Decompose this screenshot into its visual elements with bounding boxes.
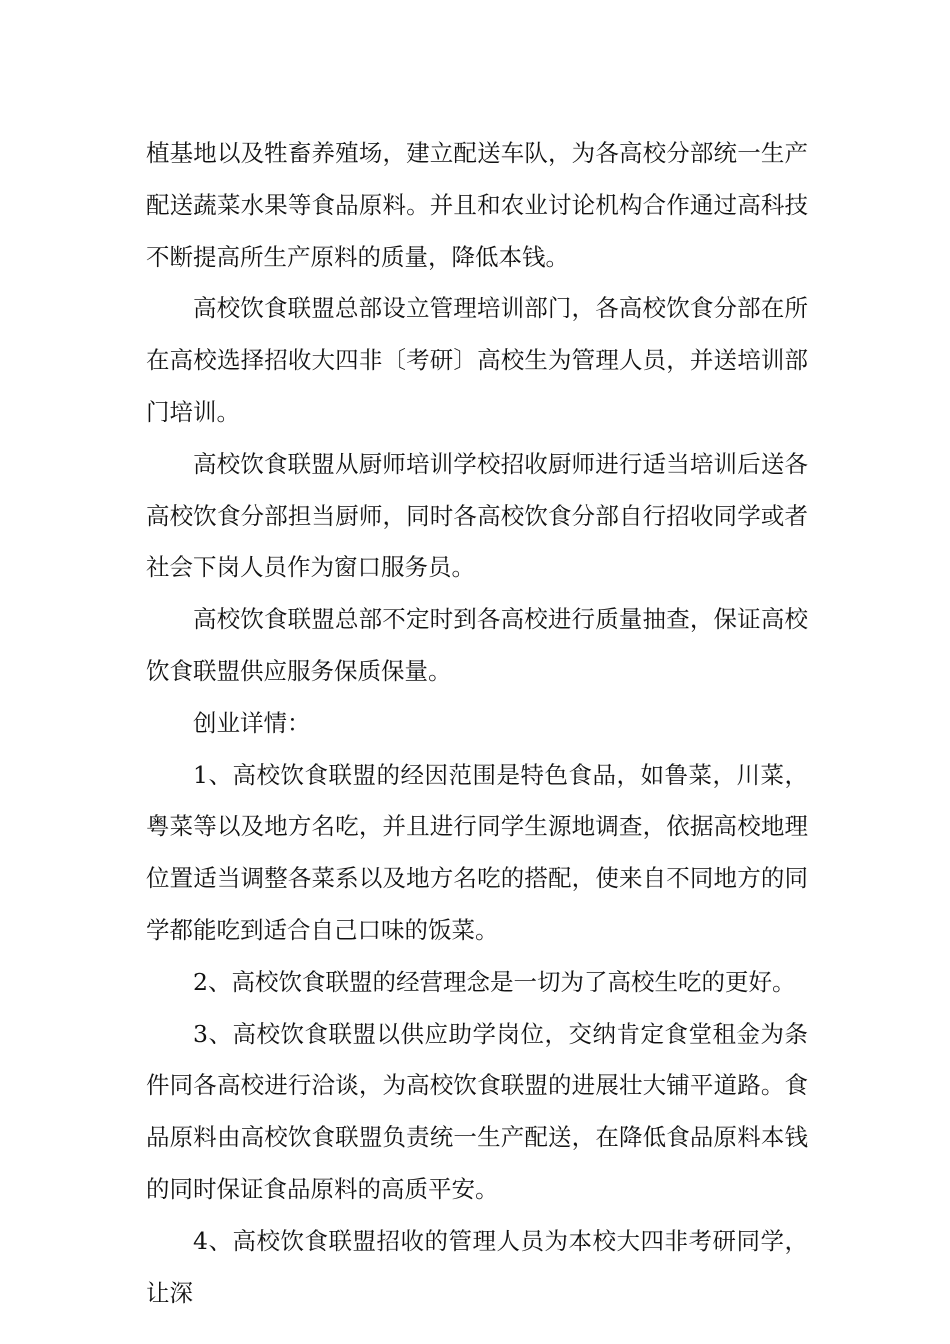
paragraph-1: 植基地以及牲畜养殖场，建立配送车队，为各高校分部统一生产配送蔬菜水果等食品原料。并且和农业讨论机构合作通过高科技不断提高所生产原料的质量，降低本钱。 — [146, 139, 808, 271]
list-item-4: 4、高校饮食联盟招收的管理人员为本校大四非考研同学，让深 — [146, 1226, 808, 1307]
section-heading: 创业详情： — [193, 708, 311, 737]
list-item-1: 1、高校饮食联盟的经因范围是特色食品，如鲁菜，川菜，粤菜等以及地方名吃，并且进行同学生源地调查，依据高校地理位置适当调整各菜系以及地方名吃的搭配，使来自不同地方的同学都能吃到适合自己口味的饭菜。 — [146, 760, 808, 944]
paragraph-2: 高校饮食联盟总部设立管理培训部门，各高校饮食分部在所在高校选择招收大四非〔考研〕高校生为管理人员，并送培训部门培训。 — [146, 294, 808, 426]
paragraph-3: 高校饮食联盟从厨师培训学校招收厨师进行适当培训后送各高校饮食分部担当厨师，同时各高校饮食分部自行招收同学或者社会下岗人员作为窗口服务员。 — [146, 449, 808, 582]
list-item-2: 2、高校饮食联盟的经营理念是一切为了高校生吃的更好。 — [193, 967, 796, 996]
list-item-3: 3、高校饮食联盟以供应助学岗位，交纳肯定食堂租金为条件同各高校进行洽谈，为高校饮食联盟的进展壮大铺平道路。食品原料由高校饮食联盟负责统一生产配送，在降低食品原料本钱的同时保证食品原料的高质平安。 — [146, 1019, 808, 1203]
paragraph-4: 高校饮食联盟总部不定时到各高校进行质量抽查，保证高校饮食联盟供应服务保质保量。 — [146, 605, 808, 685]
document-body — [146, 128, 808, 1319]
